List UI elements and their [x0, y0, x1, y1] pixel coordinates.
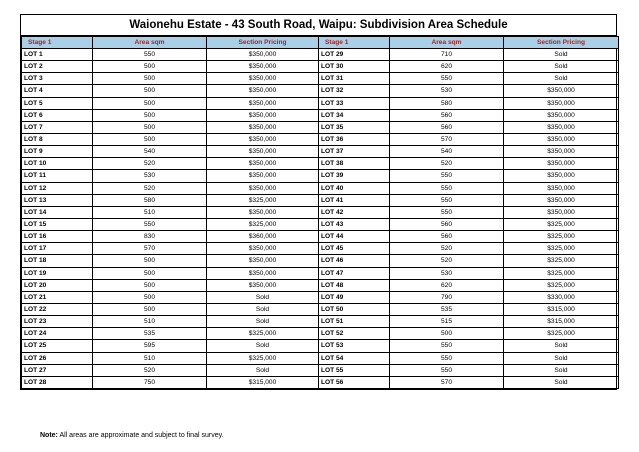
area-cell-left: 500: [93, 121, 207, 133]
lot-cell-right: LOT 56: [319, 376, 390, 388]
price-cell-left: $350,000: [207, 255, 319, 267]
price-cell-right: Sold: [504, 364, 619, 376]
lot-cell-right: LOT 46: [319, 255, 390, 267]
lot-cell-left: LOT 18: [22, 255, 93, 267]
lot-cell-left: LOT 2: [22, 61, 93, 73]
lot-cell-right: LOT 55: [319, 364, 390, 376]
lot-cell-left: LOT 23: [22, 316, 93, 328]
price-cell-right: $350,000: [504, 121, 619, 133]
lot-cell-left: LOT 5: [22, 97, 93, 109]
lot-cell-left: LOT 16: [22, 231, 93, 243]
header-area-right: Area sqm: [390, 37, 504, 49]
area-cell-right: 550: [390, 206, 504, 218]
lot-cell-left: LOT 6: [22, 109, 93, 121]
table-header-row: [22, 37, 619, 49]
area-cell-left: 550: [93, 49, 207, 61]
table-row: [22, 328, 619, 340]
area-cell-right: 550: [390, 182, 504, 194]
price-cell-left: $325,000: [207, 352, 319, 364]
price-cell-right: Sold: [504, 49, 619, 61]
price-cell-right: $350,000: [504, 170, 619, 182]
lot-cell-left: LOT 13: [22, 194, 93, 206]
area-cell-right: 790: [390, 291, 504, 303]
area-cell-left: 500: [93, 109, 207, 121]
header-stage-right: Stage 1: [319, 37, 390, 49]
price-cell-right: Sold: [504, 73, 619, 85]
lot-cell-left: LOT 24: [22, 328, 93, 340]
area-cell-right: 560: [390, 231, 504, 243]
header-pricing-left: Section Pricing: [207, 37, 319, 49]
header-pricing-right: Section Pricing: [504, 37, 619, 49]
lot-cell-left: LOT 22: [22, 303, 93, 315]
price-cell-left: $350,000: [207, 133, 319, 145]
price-cell-left: $350,000: [207, 97, 319, 109]
area-cell-right: 710: [390, 49, 504, 61]
area-cell-right: 570: [390, 376, 504, 388]
footnote: [40, 432, 224, 439]
lot-cell-right: LOT 38: [319, 158, 390, 170]
area-cell-right: 550: [390, 170, 504, 182]
area-cell-right: 550: [390, 352, 504, 364]
lot-cell-right: LOT 51: [319, 316, 390, 328]
lot-cell-right: LOT 35: [319, 121, 390, 133]
price-cell-right: $350,000: [504, 158, 619, 170]
schedule-table: [21, 36, 619, 389]
lot-cell-right: LOT 31: [319, 73, 390, 85]
lot-cell-right: LOT 30: [319, 61, 390, 73]
table-row: [22, 206, 619, 218]
table-row: [22, 73, 619, 85]
table-row: [22, 316, 619, 328]
price-cell-left: $325,000: [207, 328, 319, 340]
lot-cell-right: LOT 32: [319, 85, 390, 97]
lot-cell-left: LOT 10: [22, 158, 93, 170]
lot-cell-left: LOT 21: [22, 291, 93, 303]
area-cell-left: 580: [93, 194, 207, 206]
price-cell-left: $350,000: [207, 61, 319, 73]
area-cell-left: 500: [93, 303, 207, 315]
lot-cell-right: LOT 40: [319, 182, 390, 194]
lot-cell-left: LOT 12: [22, 182, 93, 194]
price-cell-left: $325,000: [207, 218, 319, 230]
area-cell-right: 520: [390, 255, 504, 267]
area-cell-left: 520: [93, 158, 207, 170]
lot-cell-left: LOT 9: [22, 146, 93, 158]
price-cell-left: $325,000: [207, 194, 319, 206]
area-cell-left: 500: [93, 73, 207, 85]
area-cell-left: 500: [93, 97, 207, 109]
area-cell-left: 570: [93, 243, 207, 255]
price-cell-right: $325,000: [504, 328, 619, 340]
area-cell-right: 520: [390, 158, 504, 170]
lot-cell-right: LOT 52: [319, 328, 390, 340]
price-cell-right: $325,000: [504, 218, 619, 230]
area-cell-left: 500: [93, 291, 207, 303]
table-row: [22, 340, 619, 352]
lot-cell-left: LOT 28: [22, 376, 93, 388]
header-stage-left: Stage 1: [22, 37, 93, 49]
area-cell-right: 550: [390, 73, 504, 85]
table-row: [22, 194, 619, 206]
lot-cell-left: LOT 4: [22, 85, 93, 97]
schedule-sheet: [20, 14, 617, 390]
table-row: [22, 231, 619, 243]
area-cell-left: 500: [93, 267, 207, 279]
price-cell-right: Sold: [504, 340, 619, 352]
area-cell-left: 500: [93, 279, 207, 291]
table-row: [22, 364, 619, 376]
price-cell-left: $350,000: [207, 49, 319, 61]
price-cell-left: $350,000: [207, 182, 319, 194]
price-cell-left: $350,000: [207, 243, 319, 255]
table-row: [22, 61, 619, 73]
table-row: [22, 146, 619, 158]
area-cell-left: 510: [93, 352, 207, 364]
lot-cell-right: LOT 29: [319, 49, 390, 61]
lot-cell-left: LOT 25: [22, 340, 93, 352]
table-row: [22, 255, 619, 267]
note-text: All areas are approximate and subject to final survey.: [57, 432, 224, 439]
table-row: [22, 291, 619, 303]
lot-cell-right: LOT 44: [319, 231, 390, 243]
note-label: Note:: [40, 432, 58, 439]
lot-cell-left: LOT 14: [22, 206, 93, 218]
area-cell-left: 500: [93, 133, 207, 145]
table-row: [22, 109, 619, 121]
lot-cell-right: LOT 36: [319, 133, 390, 145]
area-cell-left: 520: [93, 364, 207, 376]
lot-cell-right: LOT 50: [319, 303, 390, 315]
table-row: [22, 133, 619, 145]
area-cell-right: 535: [390, 303, 504, 315]
lot-cell-right: LOT 49: [319, 291, 390, 303]
lot-cell-right: LOT 43: [319, 218, 390, 230]
area-cell-left: 595: [93, 340, 207, 352]
area-cell-right: 500: [390, 328, 504, 340]
area-cell-left: 550: [93, 218, 207, 230]
area-cell-right: 550: [390, 340, 504, 352]
price-cell-left: $350,000: [207, 267, 319, 279]
price-cell-left: $350,000: [207, 206, 319, 218]
area-cell-left: 500: [93, 255, 207, 267]
area-cell-right: 580: [390, 97, 504, 109]
price-cell-right: $350,000: [504, 85, 619, 97]
price-cell-right: $325,000: [504, 279, 619, 291]
area-cell-left: 500: [93, 85, 207, 97]
price-cell-right: $350,000: [504, 206, 619, 218]
table-row: [22, 170, 619, 182]
area-cell-right: 550: [390, 194, 504, 206]
area-cell-left: 520: [93, 182, 207, 194]
price-cell-left: Sold: [207, 364, 319, 376]
lot-cell-left: LOT 15: [22, 218, 93, 230]
lot-cell-right: LOT 37: [319, 146, 390, 158]
table-row: [22, 376, 619, 388]
lot-cell-right: LOT 48: [319, 279, 390, 291]
price-cell-left: Sold: [207, 316, 319, 328]
price-cell-right: $350,000: [504, 97, 619, 109]
header-area-left: Area sqm: [93, 37, 207, 49]
table-row: [22, 279, 619, 291]
price-cell-left: $350,000: [207, 279, 319, 291]
page-title: Waionehu Estate - 43 South Road, Waipu: Subdivision Area Schedule: [21, 15, 616, 36]
lot-cell-left: LOT 27: [22, 364, 93, 376]
table-row: [22, 243, 619, 255]
lot-cell-right: LOT 53: [319, 340, 390, 352]
lot-cell-right: LOT 33: [319, 97, 390, 109]
area-cell-left: 830: [93, 231, 207, 243]
table-row: [22, 303, 619, 315]
price-cell-left: $350,000: [207, 170, 319, 182]
lot-cell-left: LOT 1: [22, 49, 93, 61]
lot-cell-right: LOT 39: [319, 170, 390, 182]
price-cell-right: Sold: [504, 376, 619, 388]
lot-cell-left: LOT 20: [22, 279, 93, 291]
lot-cell-right: LOT 34: [319, 109, 390, 121]
area-cell-right: 520: [390, 243, 504, 255]
lot-cell-left: LOT 3: [22, 73, 93, 85]
price-cell-left: $350,000: [207, 158, 319, 170]
lot-cell-right: LOT 54: [319, 352, 390, 364]
price-cell-right: $330,000: [504, 291, 619, 303]
area-cell-left: 750: [93, 376, 207, 388]
table-row: [22, 218, 619, 230]
area-cell-left: 510: [93, 316, 207, 328]
table-row: [22, 352, 619, 364]
area-cell-left: 540: [93, 146, 207, 158]
price-cell-left: $360,000: [207, 231, 319, 243]
lot-cell-left: LOT 11: [22, 170, 93, 182]
price-cell-left: $350,000: [207, 146, 319, 158]
price-cell-right: $315,000: [504, 303, 619, 315]
price-cell-right: $350,000: [504, 146, 619, 158]
area-cell-left: 500: [93, 61, 207, 73]
lot-cell-left: LOT 26: [22, 352, 93, 364]
price-cell-left: $350,000: [207, 85, 319, 97]
area-cell-right: 620: [390, 279, 504, 291]
area-cell-right: 560: [390, 218, 504, 230]
table-row: [22, 121, 619, 133]
price-cell-right: $350,000: [504, 133, 619, 145]
area-cell-right: 620: [390, 61, 504, 73]
lot-cell-right: LOT 45: [319, 243, 390, 255]
lot-cell-right: LOT 47: [319, 267, 390, 279]
price-cell-left: $350,000: [207, 109, 319, 121]
area-cell-right: 540: [390, 146, 504, 158]
price-cell-right: $315,000: [504, 316, 619, 328]
lot-cell-left: LOT 17: [22, 243, 93, 255]
lot-cell-left: LOT 8: [22, 133, 93, 145]
table-row: [22, 97, 619, 109]
area-cell-right: 530: [390, 267, 504, 279]
area-cell-right: 550: [390, 364, 504, 376]
price-cell-right: $325,000: [504, 255, 619, 267]
price-cell-right: $350,000: [504, 109, 619, 121]
area-cell-left: 510: [93, 206, 207, 218]
price-cell-left: Sold: [207, 303, 319, 315]
area-cell-left: 535: [93, 328, 207, 340]
lot-cell-left: LOT 7: [22, 121, 93, 133]
price-cell-left: $350,000: [207, 73, 319, 85]
area-cell-right: 515: [390, 316, 504, 328]
lot-cell-right: LOT 41: [319, 194, 390, 206]
area-cell-left: 530: [93, 170, 207, 182]
price-cell-left: Sold: [207, 291, 319, 303]
table-row: [22, 158, 619, 170]
area-cell-right: 560: [390, 109, 504, 121]
table-row: [22, 85, 619, 97]
lot-cell-right: LOT 42: [319, 206, 390, 218]
lot-cell-left: LOT 19: [22, 267, 93, 279]
price-cell-right: Sold: [504, 352, 619, 364]
table-row: [22, 267, 619, 279]
price-cell-right: $325,000: [504, 231, 619, 243]
price-cell-right: $350,000: [504, 182, 619, 194]
price-cell-left: $350,000: [207, 121, 319, 133]
price-cell-right: Sold: [504, 61, 619, 73]
table-row: [22, 49, 619, 61]
area-cell-right: 560: [390, 121, 504, 133]
price-cell-left: $315,000: [207, 376, 319, 388]
area-cell-right: 570: [390, 133, 504, 145]
price-cell-left: Sold: [207, 340, 319, 352]
price-cell-right: $350,000: [504, 194, 619, 206]
area-cell-right: 530: [390, 85, 504, 97]
price-cell-right: $325,000: [504, 243, 619, 255]
price-cell-right: $325,000: [504, 267, 619, 279]
table-row: [22, 182, 619, 194]
